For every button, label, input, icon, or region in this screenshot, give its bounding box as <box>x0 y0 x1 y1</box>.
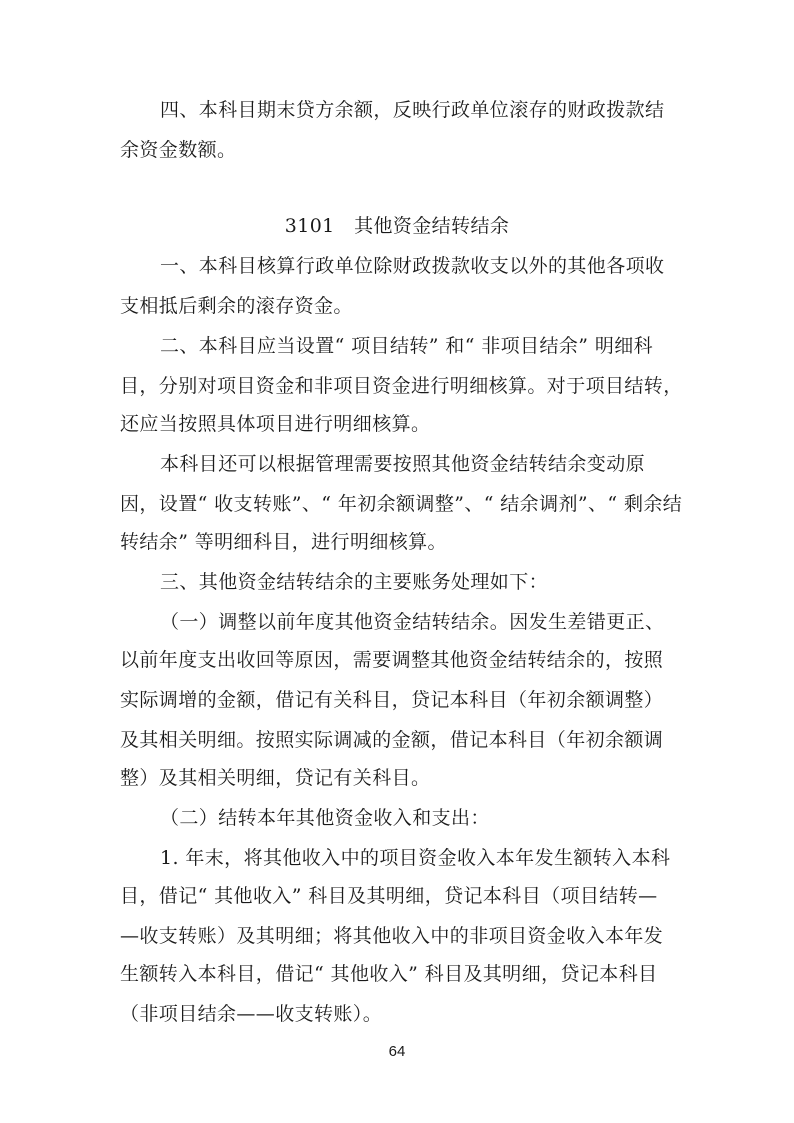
paragraph-line: 目，借记“ 其他收入” 科目及其明细，贷记本科目（项目结转— <box>120 885 658 907</box>
paragraph-line: 三、其他资金结转结余的主要账务处理如下： <box>160 571 549 593</box>
paragraph-line: 转结余” 等明细科目，进行明细核算。 <box>120 531 447 553</box>
page-number: 64 <box>388 1043 406 1060</box>
paragraph-line: 还应当按照具体项目进行明细核算。 <box>120 413 431 435</box>
paragraph-line: （非项目结余——收支转账）。 <box>120 1003 383 1025</box>
paragraph-line: 支相抵后剩余的滚存资金。 <box>120 295 353 317</box>
paragraph-line: 目，分别对项目资金和非项目资金进行明细核算。对于项目结转， <box>120 375 683 397</box>
paragraph-line: 余资金数额。 <box>120 139 237 161</box>
paragraph-line: 生额转入本科目，借记“ 其他收入” 科目及其明细，贷记本科目 <box>120 963 658 985</box>
paragraph-line: 以前年度支出收回等原因，需要调整其他资金结转结余的，按照 <box>120 649 664 671</box>
paragraph-line: 二、本科目应当设置“ 项目结转” 和“ 非项目结余” 明细科 <box>160 335 654 357</box>
paragraph-line: 实际调增的金额，借记有关科目，贷记本科目（年初余额调整） <box>120 689 664 711</box>
paragraph-line: 因，设置“ 收支转账”、“ 年初余额调整”、“ 结余调剂”、“ 剩余结 <box>120 493 683 515</box>
paragraph-line: 整）及其相关明细，贷记有关科目。 <box>120 767 431 789</box>
paragraph-line: —收支转账）及其明细；将其他收入中的非项目资金收入本年发 <box>120 925 664 947</box>
paragraph-line: （一）调整以前年度其他资金结转结余。因发生差错更正、 <box>160 611 665 633</box>
paragraph-line: 一、本科目核算行政单位除财政拨款收支以外的其他各项收 <box>160 255 665 277</box>
paragraph-line: 及其相关明细。按照实际调减的金额，借记本科目（年初余额调 <box>120 729 664 751</box>
paragraph-line: 1. 年末，将其他收入中的项目资金收入本年发生额转入本科 <box>160 847 671 869</box>
paragraph-line: 本科目还可以根据管理需要按照其他资金结转结余变动原 <box>160 453 646 475</box>
paragraph-line: （二）结转本年其他资金收入和支出： <box>160 807 490 829</box>
paragraph-line: 四、本科目期末贷方余额，反映行政单位滚存的财政拨款结 <box>160 99 665 121</box>
section-title: 3101 其他资金结转结余 <box>284 215 510 237</box>
